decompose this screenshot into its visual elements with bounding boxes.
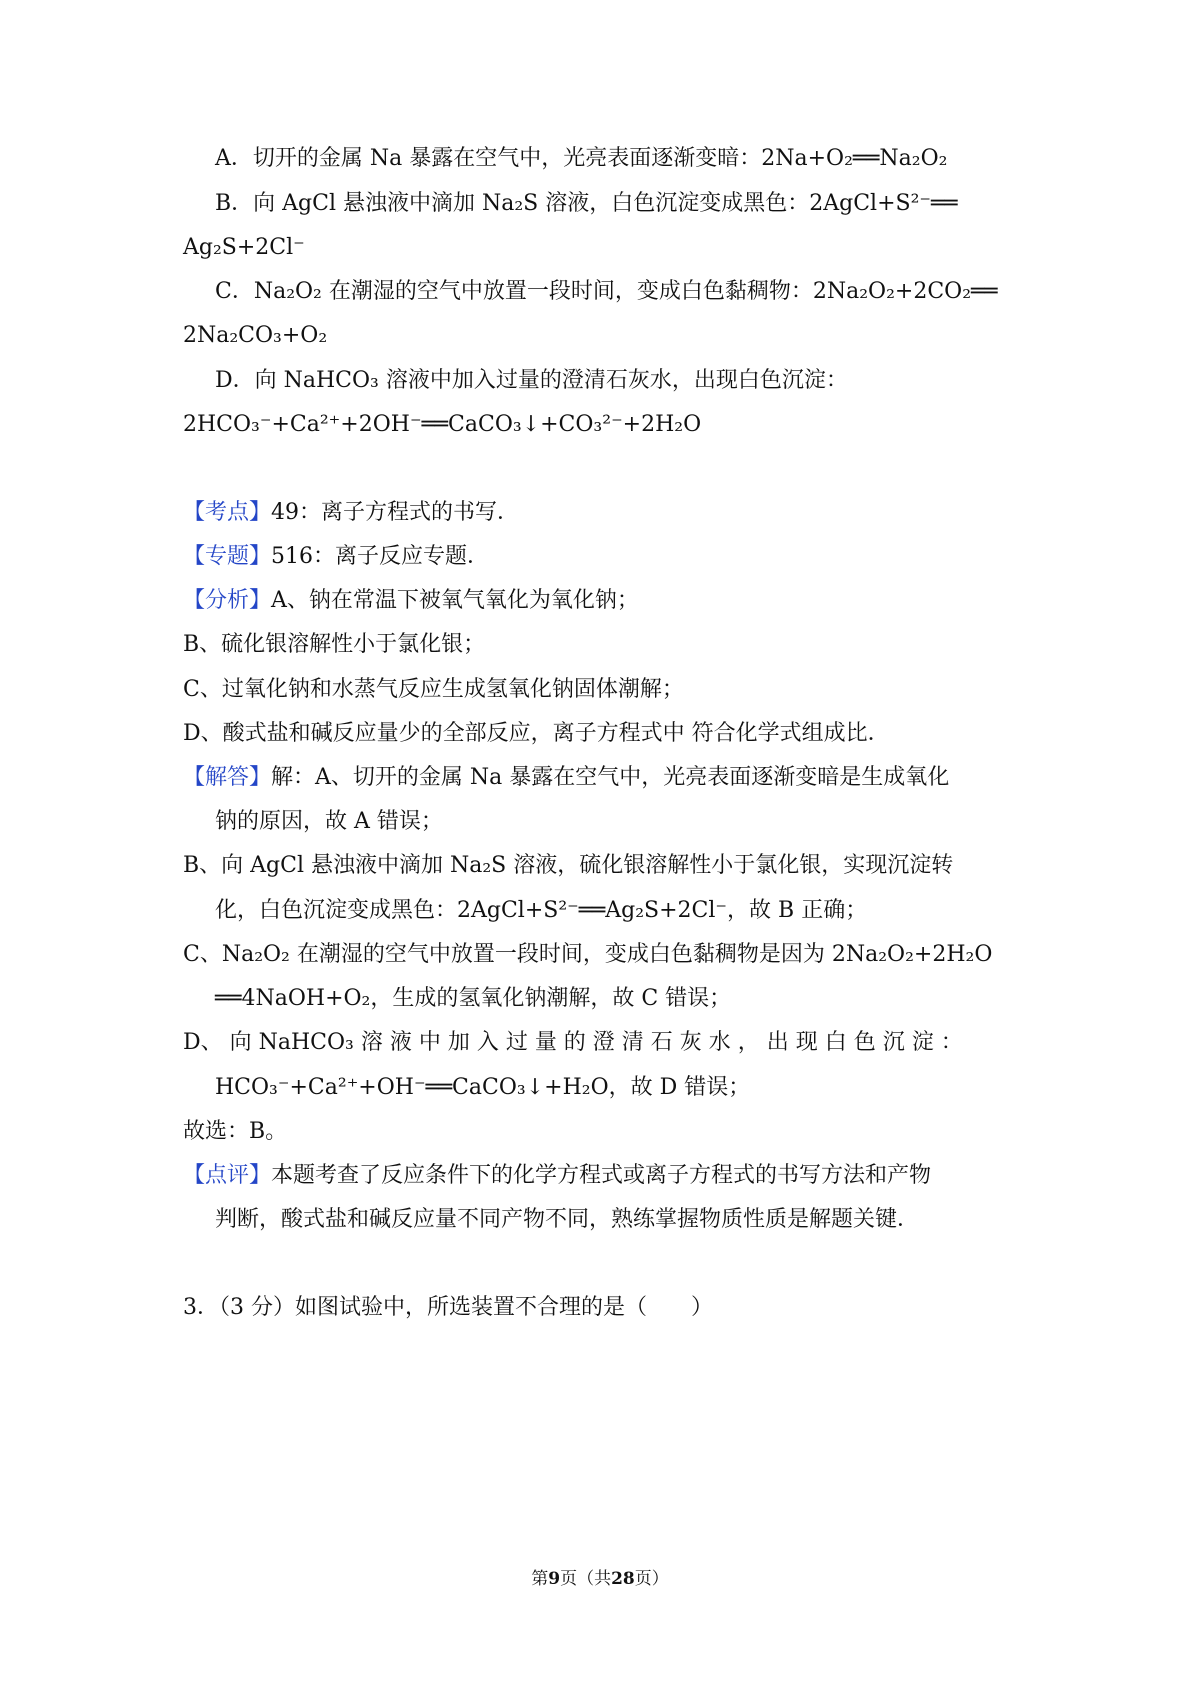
fenxi-line-a — [183, 586, 639, 616]
zhuanti-tag: 【专题】 — [183, 544, 272, 569]
fenxi-tag: 【分析】 — [183, 588, 272, 613]
jieda-text-d2: HCO₃⁻+Ca²⁺+OH⁻══CaCO₃↓+H₂O，故 D 错误； — [215, 1075, 751, 1100]
jieda-tag: 【解答】 — [183, 765, 272, 790]
fenxi-text-c: C、过氧化钠和水蒸气反应生成氢氧化钠固体潮解； — [183, 677, 684, 702]
option-c-line1: C．Na₂O₂ 在潮湿的空气中放置一段时间，变成白色黏稠物：2Na₂O₂+2CO₂══ — [215, 279, 998, 304]
dianping-line-1 — [183, 1161, 931, 1191]
option-b-line2: Ag₂S+2Cl⁻ — [183, 235, 305, 260]
jieda-text-c1: C、Na₂O₂ 在潮湿的空气中放置一段时间，变成白色黏稠物是因为 2Na₂O₂+2H₂O — [183, 942, 993, 967]
fenxi-text-a: A、钠在常温下被氧气氧化为氧化钠； — [271, 588, 639, 613]
question-3: 3．（3 分）如图试验中，所选装置不合理的是（ ） — [183, 1295, 713, 1320]
footer-page-number: 9 — [548, 1569, 561, 1589]
fenxi-text-d: D、酸式盐和碱反应量少的全部反应，离子方程式中 符合化学式组成比． — [183, 721, 890, 746]
kaodian-tag: 【考点】 — [183, 500, 272, 525]
option-d-line1: D．向 NaHCO₃ 溶液中加入过量的澄清石灰水，出现白色沉淀： — [215, 368, 848, 393]
option-c-line2: 2Na₂CO₃+O₂ — [183, 323, 328, 348]
dianping-tag: 【点评】 — [183, 1163, 272, 1188]
jieda-text-a1: 解：A、切开的金属 Na 暴露在空气中，光亮表面逐渐变暗是生成氧化 — [271, 765, 950, 790]
option-a: A．切开的金属 Na 暴露在空气中，光亮表面逐渐变暗：2Na+O₂══Na₂O₂ — [215, 146, 948, 171]
zhuanti-text: 516：离子反应专题． — [271, 544, 490, 569]
jieda-text-b1: B、向 AgCl 悬浊液中滴加 Na₂S 溶液，硫化银溶解性小于氯化银，实现沉淀转 — [183, 853, 954, 878]
kaodian-line — [183, 498, 519, 528]
footer-mid: 页（共 — [560, 1569, 612, 1589]
jieda-text-a2: 钠的原因，故 A 错误； — [215, 809, 443, 834]
page-footer — [0, 1567, 1200, 1591]
jieda-text-d1: D、 向 NaHCO₃ 溶 液 中 加 入 过 量 的 澄 清 石 灰 水 ， 出 现 白 色 沉 淀 ： — [183, 1030, 963, 1055]
zhuanti-line — [183, 542, 489, 572]
footer-post: 页） — [634, 1569, 669, 1589]
jieda-text-b2: 化，白色沉淀变成黑色：2AgCl+S²⁻══Ag₂S+2Cl⁻，故 B 正确； — [215, 898, 868, 923]
footer-total-pages: 28 — [611, 1569, 635, 1589]
dianping-text-2: 判断，酸式盐和碱反应量不同产物不同，熟练掌握物质性质是解题关键． — [215, 1207, 920, 1232]
dianping-text-1: 本题考查了反应条件下的化学方程式或离子方程式的书写方法和产物 — [271, 1163, 932, 1188]
kaodian-text: 49：离子方程式的书写． — [271, 500, 520, 525]
option-d-line2: 2HCO₃⁻+Ca²⁺+2OH⁻══CaCO₃↓+CO₃²⁻+2H₂O — [183, 412, 702, 437]
footer-pre: 第 — [531, 1569, 549, 1589]
fenxi-text-b: B、硫化银溶解性小于氯化银； — [183, 632, 486, 657]
jieda-text-c2: ══4NaOH+O₂，生成的氢氧化钠潮解，故 C 错误； — [215, 986, 732, 1011]
option-b-line1: B．向 AgCl 悬浊液中滴加 Na₂S 溶液，白色沉淀变成黑色：2AgCl+S²⁻══ — [215, 191, 958, 216]
jieda-line-a1 — [183, 763, 949, 793]
answer-text: 故选：B。 — [183, 1119, 288, 1144]
